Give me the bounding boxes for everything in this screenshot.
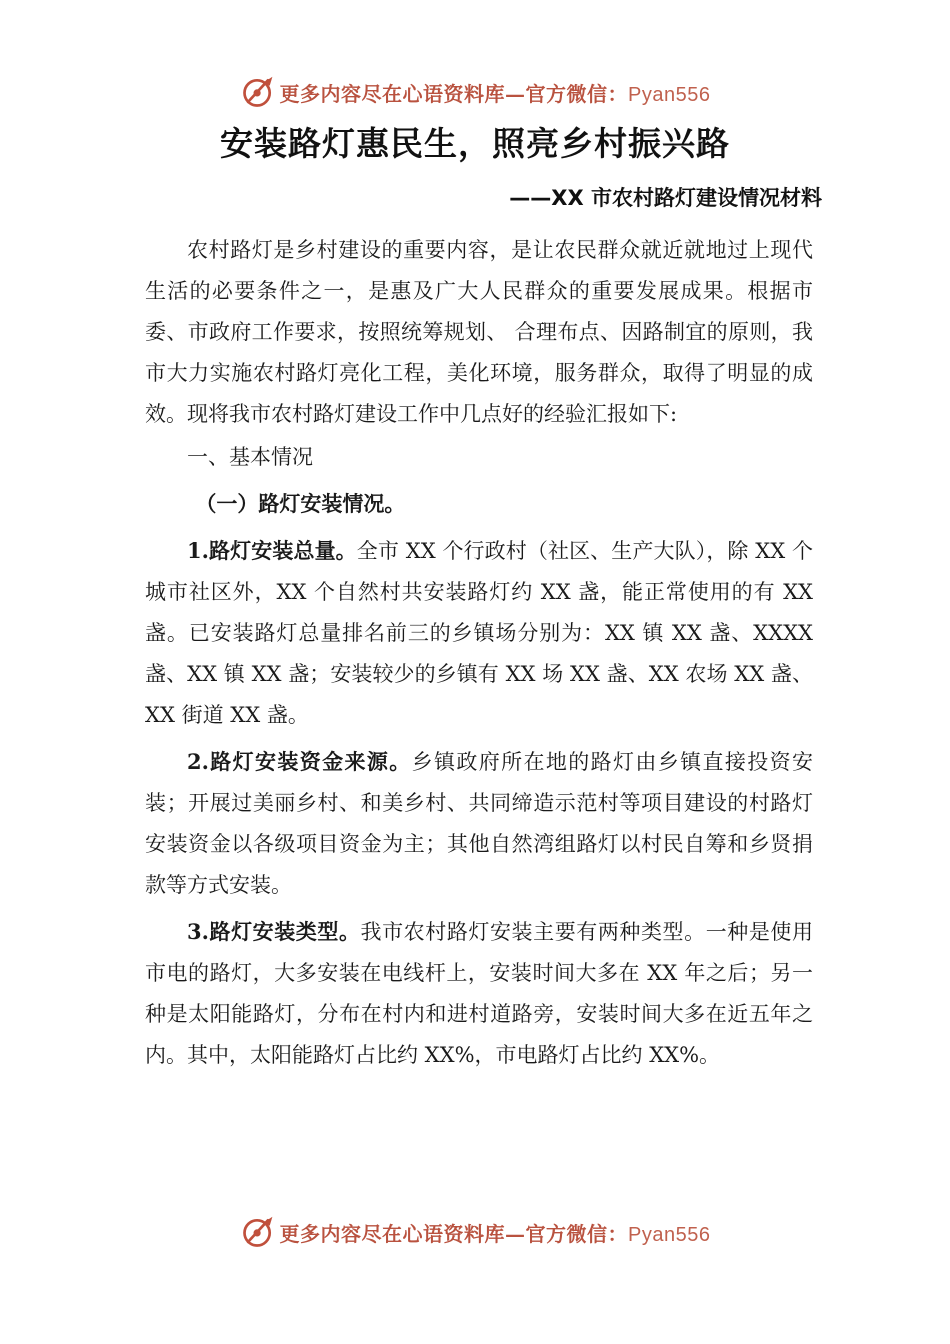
subsection-heading: （一）路灯安装情况。 — [195, 492, 406, 516]
item-body: 乡镇政府所在地的路灯由乡镇直接投资安装；开展过美丽乡村、和美乡村、共同缔造示范村等项目建设的村路灯安装资金以各级项目资金为主；其他自然湾组路灯以村民自筹和乡贤捐款等方式安装。 — [145, 750, 814, 897]
watermark-label: 更多内容尽在心语资料库—官方微信： — [279, 1221, 629, 1246]
item-number: 1. — [187, 538, 209, 563]
document-body — [145, 230, 813, 1076]
item-number: 3. — [187, 919, 209, 944]
header-watermark — [0, 70, 950, 114]
list-item — [145, 741, 813, 906]
document-title: 安装路灯惠民生，照亮乡村振兴路 — [220, 124, 730, 163]
intro-paragraph: 农村路灯是乡村建设的重要内容，是让农民群众就近就地过上现代生活的必要条件之一，是惠及广大人民群众的重要发展成果。根据市委、市政府工作要求，按照统筹规划、 合理布点、因路制宜的原则，我市大力实施农村路灯亮化工程，美化环境，服务群众，取得了明显的成效。现将我市农村路灯建设工作中几点好的经验汇报如下: — [145, 238, 813, 426]
watermark-text — [280, 1218, 711, 1247]
item-lead — [187, 920, 361, 944]
item-lead — [187, 750, 412, 774]
list-item — [145, 911, 813, 1076]
list-item — [145, 530, 813, 736]
watermark-label: 更多内容尽在心语资料库—官方微信： — [279, 81, 629, 106]
watermark-wechat-id: Pyan556 — [628, 83, 711, 106]
document-subtitle: ——XX 市农村路灯建设情况材料 — [509, 186, 822, 210]
footer-watermark — [0, 1210, 950, 1254]
item-body: 全市 XX 个行政村（社区、生产大队），除 XX 个城市社区外，XX 个自然村共安装路灯约 XX 盏，能正常使用的有 XX 盏。已安装路灯总量排名前三的乡镇场分别为：XX 镇 XX 盏、XXXX 盏、XX 镇 XX 盏；安装较少的乡镇有 XX 场 XX 盏、XX 农场 XX 盏、XX 街道 XX 盏。 — [145, 539, 813, 727]
item-lead-text: 路灯安装类型。 — [208, 920, 361, 944]
brush-logo-icon — [240, 74, 276, 110]
item-number: 2. — [187, 749, 209, 774]
item-lead — [187, 539, 357, 563]
item-lead-text: 路灯安装总量。 — [208, 539, 357, 563]
item-lead-text: 路灯安装资金来源。 — [208, 750, 412, 774]
item-body: 我市农村路灯安装主要有两种类型。一种是使用市电的路灯，大多安装在电线杆上，安装时间大多在 XX 年之后；另一种是太阳能路灯，分布在村内和进村道路旁，安装时间大多在近五年之内。其中，太阳能路灯占比约 XX%，市电路灯占比约 XX%。 — [145, 920, 814, 1067]
brush-logo-icon — [240, 1214, 276, 1250]
watermark-text — [280, 78, 711, 107]
watermark-wechat-id: Pyan556 — [628, 1223, 711, 1246]
section-heading: 一、基本情况 — [187, 445, 313, 469]
